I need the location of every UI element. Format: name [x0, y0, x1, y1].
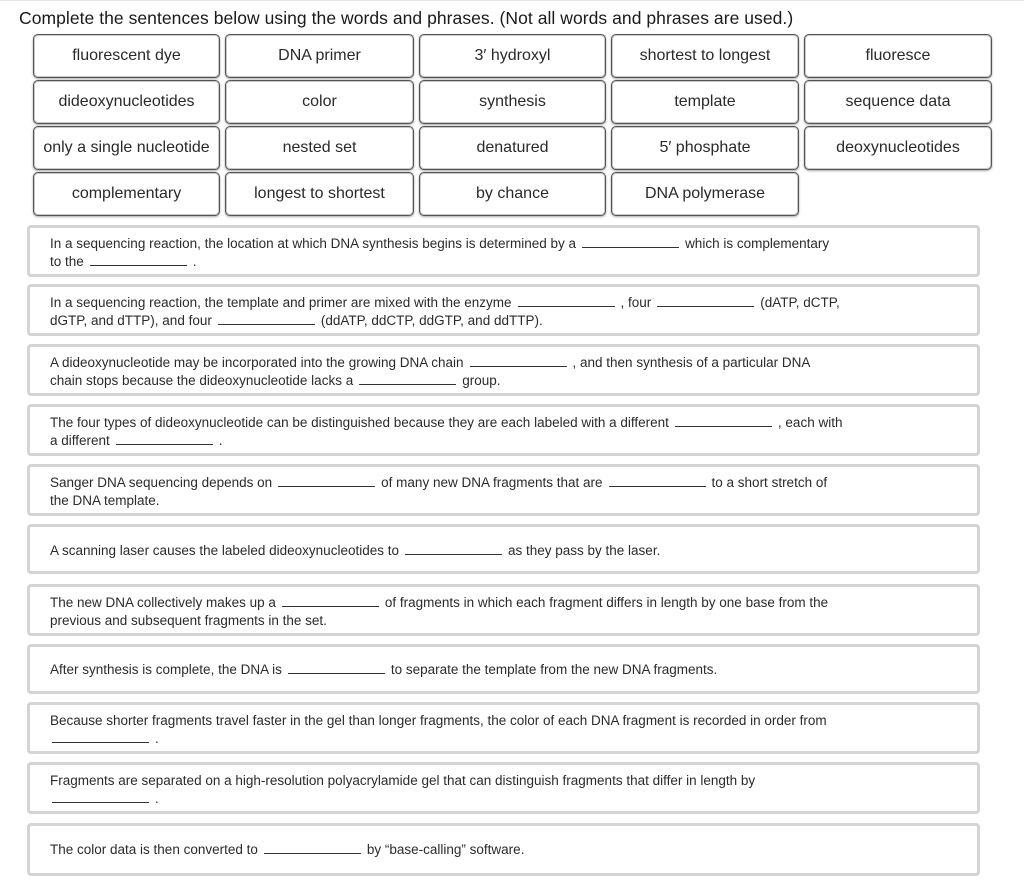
sentence-text: After synthesis is complete, the DNA is: [50, 662, 282, 677]
sentence-text: .: [192, 254, 197, 269]
sentence-text: In a sequencing reaction, the location at which DNA synthesis begins is determined by a: [50, 236, 577, 251]
word-chip[interactable]: DNA primer: [225, 34, 414, 78]
sentence-text: chain stops because the dideoxynucleotide lacks a: [50, 373, 354, 388]
sentence-line: [50, 841, 524, 859]
sentence-box: [27, 762, 980, 814]
sentence-text: the DNA template.: [50, 493, 160, 508]
sentence-text: A dideoxynucleotide may be incorporated into the growing DNA chain: [50, 355, 464, 370]
instructions-heading: Complete the sentences below using the words and phrases. (Not all words and phrases are used.): [19, 8, 794, 28]
answer-blank[interactable]: [518, 295, 615, 307]
sentence-line: [50, 712, 827, 730]
word-chip[interactable]: color: [225, 80, 414, 124]
sentence-line: [50, 612, 327, 630]
sentence-text: a different: [50, 433, 110, 448]
answer-blank[interactable]: [582, 236, 679, 248]
sentence-text: by “base-calling” software.: [366, 842, 525, 857]
word-chip[interactable]: longest to shortest: [225, 172, 414, 216]
sentence-text: The four types of dideoxynucleotide can be distinguished because they are each labeled with a different: [50, 415, 669, 430]
sentence-text: Fragments are separated on a high-resolution polyacrylamide gel that can distinguish fragments that differ in length by: [50, 773, 756, 788]
word-chip[interactable]: 3′ hydroxyl: [419, 34, 606, 78]
word-chip[interactable]: synthesis: [419, 80, 606, 124]
word-chip[interactable]: 5′ phosphate: [611, 126, 799, 170]
sentence-line: [50, 312, 543, 330]
answer-blank[interactable]: [90, 254, 187, 266]
sentence-text: as they pass by the laser.: [507, 543, 661, 558]
sentence-line: [50, 354, 810, 372]
sentence-box: [27, 524, 980, 574]
sentence-text: dGTP, and dTTP), and four: [50, 313, 212, 328]
word-chip[interactable]: fluorescent dye: [33, 34, 220, 78]
sentence-line: [50, 772, 755, 790]
word-chip[interactable]: sequence data: [804, 80, 992, 124]
word-chip[interactable]: shortest to longest: [611, 34, 799, 78]
sentence-text: Sanger DNA sequencing depends on: [50, 475, 273, 490]
sentence-line: [50, 790, 159, 808]
sentence-box: [27, 284, 980, 336]
sentence-text: of fragments in which each fragment differs in length by one base from the: [384, 595, 829, 610]
word-chip[interactable]: nested set: [225, 126, 414, 170]
sentence-text: (ddATP, ddCTP, ddGTP, and ddTTP).: [320, 313, 543, 328]
sentence-box: [27, 584, 980, 636]
sentence-text: A scanning laser causes the labeled dideoxynucleotides to: [50, 543, 399, 558]
sentence-text: to separate the template from the new DNA fragments.: [390, 662, 718, 677]
sentence-line: [50, 294, 840, 312]
answer-blank[interactable]: [470, 355, 567, 367]
sentence-line: [50, 730, 159, 748]
sentence-line: [50, 474, 827, 492]
sentence-line: [50, 414, 842, 432]
word-chip[interactable]: template: [611, 80, 799, 124]
word-chip[interactable]: deoxynucleotides: [804, 126, 992, 170]
answer-blank[interactable]: [609, 475, 706, 487]
sentence-box: [27, 644, 980, 694]
answer-blank[interactable]: [282, 595, 379, 607]
sentence-text: Because shorter fragments travel faster in the gel than longer fragments, the color of each DNA fragment is recorded in order from: [50, 713, 827, 728]
sentence-line: [50, 235, 829, 253]
sentence-text: of many new DNA fragments that are: [381, 475, 603, 490]
answer-blank[interactable]: [278, 475, 375, 487]
top-divider: [0, 0, 1024, 1]
sentence-text: .: [155, 791, 159, 806]
sentence-text: In a sequencing reaction, the template and primer are mixed with the enzyme: [50, 295, 512, 310]
sentence-line: [50, 253, 197, 271]
word-chip[interactable]: by chance: [419, 172, 606, 216]
sentence-text: The color data is then converted to: [50, 842, 258, 857]
word-chip[interactable]: only a single nucleotide: [33, 126, 220, 170]
sentence-text: which is complementary: [685, 236, 830, 251]
answer-blank[interactable]: [52, 731, 149, 743]
sentence-text: previous and subsequent fragments in the set.: [50, 613, 327, 628]
sentence-text: , and then synthesis of a particular DNA: [572, 355, 811, 370]
answer-blank[interactable]: [675, 415, 772, 427]
sentence-text: .: [155, 731, 159, 746]
sentence-text: .: [218, 433, 223, 448]
sentence-line: [50, 492, 160, 510]
sentence-text: to the: [50, 254, 84, 269]
sentence-line: [50, 432, 223, 450]
sentence-box: [27, 344, 980, 396]
sentence-text: group.: [462, 373, 501, 388]
answer-blank[interactable]: [359, 373, 456, 385]
answer-blank[interactable]: [218, 313, 315, 325]
answer-blank[interactable]: [264, 842, 361, 854]
answer-blank[interactable]: [52, 791, 149, 803]
word-chip[interactable]: fluoresce: [804, 34, 992, 78]
answer-blank[interactable]: [657, 295, 754, 307]
answer-blank[interactable]: [288, 662, 385, 674]
sentence-text: , four: [620, 295, 652, 310]
answer-blank[interactable]: [116, 433, 213, 445]
sentence-box: [27, 702, 980, 754]
sentence-box: [27, 225, 980, 277]
word-chip[interactable]: denatured: [419, 126, 606, 170]
sentence-box: [27, 823, 980, 876]
sentence-text: The new DNA collectively makes up a: [50, 595, 276, 610]
sentence-text: to a short stretch of: [711, 475, 828, 490]
word-chip[interactable]: complementary: [33, 172, 220, 216]
sentence-line: [50, 542, 660, 560]
sentence-line: [50, 594, 828, 612]
sentence-line: [50, 661, 717, 679]
word-chip[interactable]: DNA polymerase: [611, 172, 799, 216]
answer-blank[interactable]: [405, 543, 502, 555]
sentence-box: [27, 404, 980, 456]
sentence-text: (dATP, dCTP,: [760, 295, 840, 310]
sentence-box: [27, 464, 980, 516]
word-chip[interactable]: dideoxynucleotides: [33, 80, 220, 124]
sentence-text: , each with: [777, 415, 843, 430]
sentence-line: [50, 372, 500, 390]
